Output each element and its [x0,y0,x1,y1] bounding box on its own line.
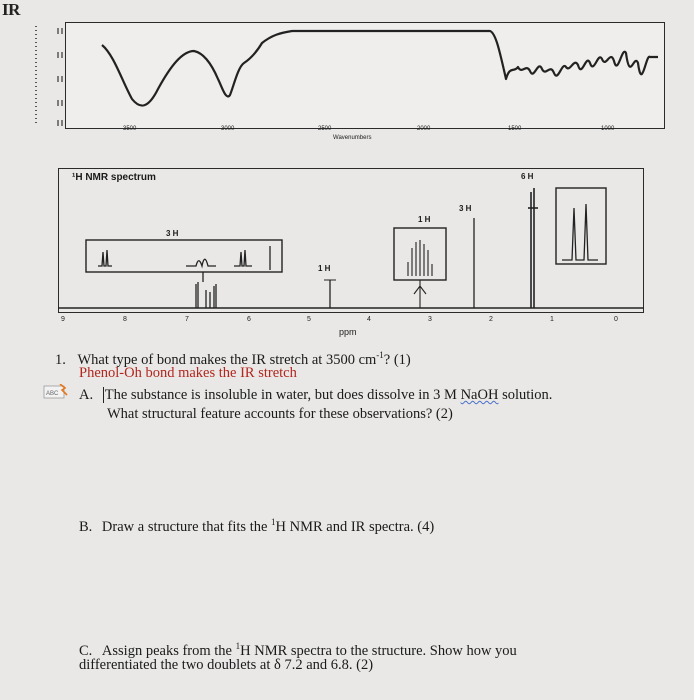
ir-tick-label: 1000 [601,126,615,132]
question-a-line1: The substance is insoluble in water, but does dissolve in 3 M NaOH solution. [104,387,553,403]
nmr-tick-label: 5 [307,316,311,323]
ir-label: IR [2,0,20,19]
nmr-integration-label: 3 H [459,204,472,213]
nmr-tick-label: 8 [123,316,127,323]
ir-tick-label: 1500 [508,126,522,132]
ir-tick-label: 3500 [123,126,137,132]
question-1-sup: -1 [376,350,384,360]
nmr-tick-label: 9 [61,316,65,323]
ir-spectrum-trace [66,23,664,128]
nmr-axis-label: ppm [339,327,357,337]
question-number: 1. [55,351,66,368]
ir-tick-label: 2500 [318,126,332,132]
question-1-text: What type of bond makes the IR stretch at 3500 cm [77,351,377,368]
nmr-integration-label: 1 H [418,215,431,224]
spell-check-icon[interactable] [43,384,68,400]
nmr-title: ¹H NMR spectrum [72,172,156,183]
nmr-tick-label: 2 [489,316,493,323]
nmr-integration-label: 6 H [521,172,534,181]
ir-x-axis [65,126,665,143]
nmr-tick-label: 7 [185,316,189,323]
ir-tick-label: 3000 [221,126,235,132]
nmr-integration-label: 3 H [166,229,179,238]
question-a-chem: NaOH [460,387,499,403]
ir-spectrum-panel [65,22,665,129]
ir-left-ruler [30,22,70,132]
question-letter: B. [79,518,93,535]
nmr-integration-label: 1 H [318,264,331,273]
nmr-tick-label: 4 [367,316,371,323]
nmr-tick-label: 3 [428,316,432,323]
ir-tick-label: 2000 [417,126,431,132]
question-letter: A. [79,387,94,403]
question-1-text-end: ? (1) [383,351,411,368]
ir-axis-label: Wavenumbers [333,135,372,141]
nmr-aromatic-expansion [86,240,282,272]
nmr-tick-label: 6 [247,316,251,323]
question-letter: C. [79,642,93,659]
question-a [79,386,552,404]
nmr-tick-label: 0 [614,316,618,323]
question-c: C. Assign peaks from the $^1$H NMR spectra to the structure. Show how you [79,641,517,659]
svg-text:ABC: ABC [46,391,59,397]
nmr-tick-label: 1 [550,316,554,323]
question-1-answer[interactable]: Phenol-Oh bond makes the IR stretch [79,365,297,381]
nmr-spectrum-plot [58,168,644,328]
question-c-line2: differentiated the two doublets at δ 7.2 and 6.8. (2) [79,657,374,673]
question-a-line2: What structural feature accounts for these observations? (2) [107,406,453,422]
question-b: B. Draw a structure that fits the $^1$H NMR and IR spectra. (4) [79,517,435,535]
nmr-doublet-expansion [556,188,606,264]
